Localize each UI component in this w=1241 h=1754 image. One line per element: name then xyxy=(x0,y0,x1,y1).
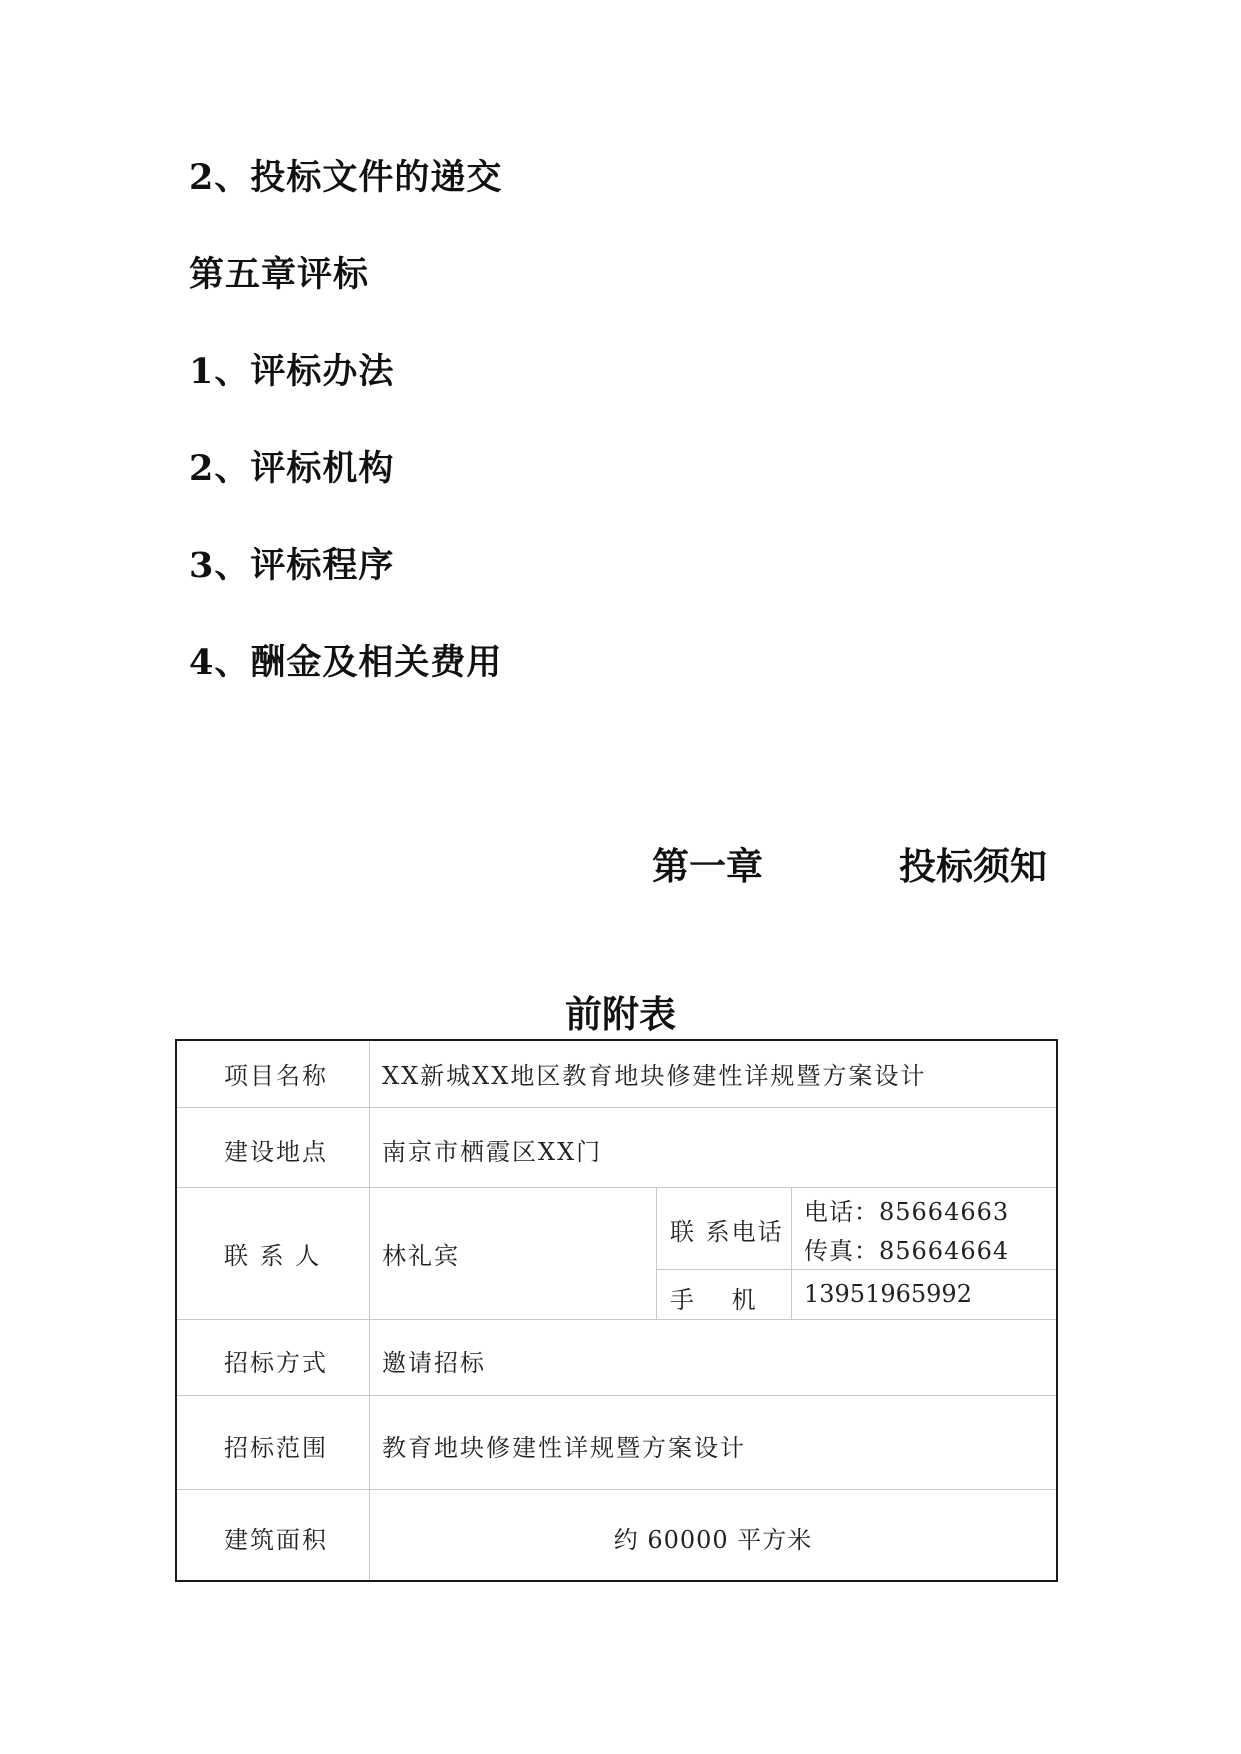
mobile-value: 13951965992 xyxy=(804,1280,972,1308)
toc-item-bid-submission: 2、投标文件的递交 xyxy=(189,157,503,198)
area-label: 建筑面积 xyxy=(224,1526,328,1554)
toc-item-evaluation-body: 2、评标机构 xyxy=(189,448,395,489)
project-name-label: 项目名称 xyxy=(224,1062,328,1090)
area-value: 约 60000 平方米 xyxy=(613,1526,813,1554)
fax-value: 传真：85664664 xyxy=(804,1237,1010,1265)
toc-item-evaluation-method: 1、评标办法 xyxy=(189,351,395,392)
scope-label: 招标范围 xyxy=(224,1434,328,1462)
location-label: 建设地点 xyxy=(224,1138,328,1166)
contact-label: 联 系 人 xyxy=(224,1242,322,1270)
mobile-label: 手 机 xyxy=(670,1286,758,1314)
project-name-value: XX新城XX地区教育地块修建性详规暨方案设计 xyxy=(382,1062,927,1090)
contact-value: 林礼宾 xyxy=(382,1242,460,1270)
table-title: 前附表 xyxy=(565,992,676,1036)
toc-item-chapter-five: 第五章评标 xyxy=(189,254,370,295)
chapter-title: 投标须知 xyxy=(899,844,1047,888)
toc-item-evaluation-procedure: 3、评标程序 xyxy=(189,545,395,586)
method-label: 招标方式 xyxy=(224,1349,328,1377)
location-value: 南京市栖霞区XX门 xyxy=(382,1138,603,1166)
phone-label: 联 系电话 xyxy=(670,1218,784,1246)
chapter-number: 第一章 xyxy=(652,844,763,888)
method-value: 邀请招标 xyxy=(382,1349,486,1377)
tel-value: 电话：85664663 xyxy=(804,1198,1010,1226)
scope-value: 教育地块修建性详规暨方案设计 xyxy=(382,1434,746,1462)
toc-item-fees: 4、酬金及相关费用 xyxy=(189,642,503,683)
